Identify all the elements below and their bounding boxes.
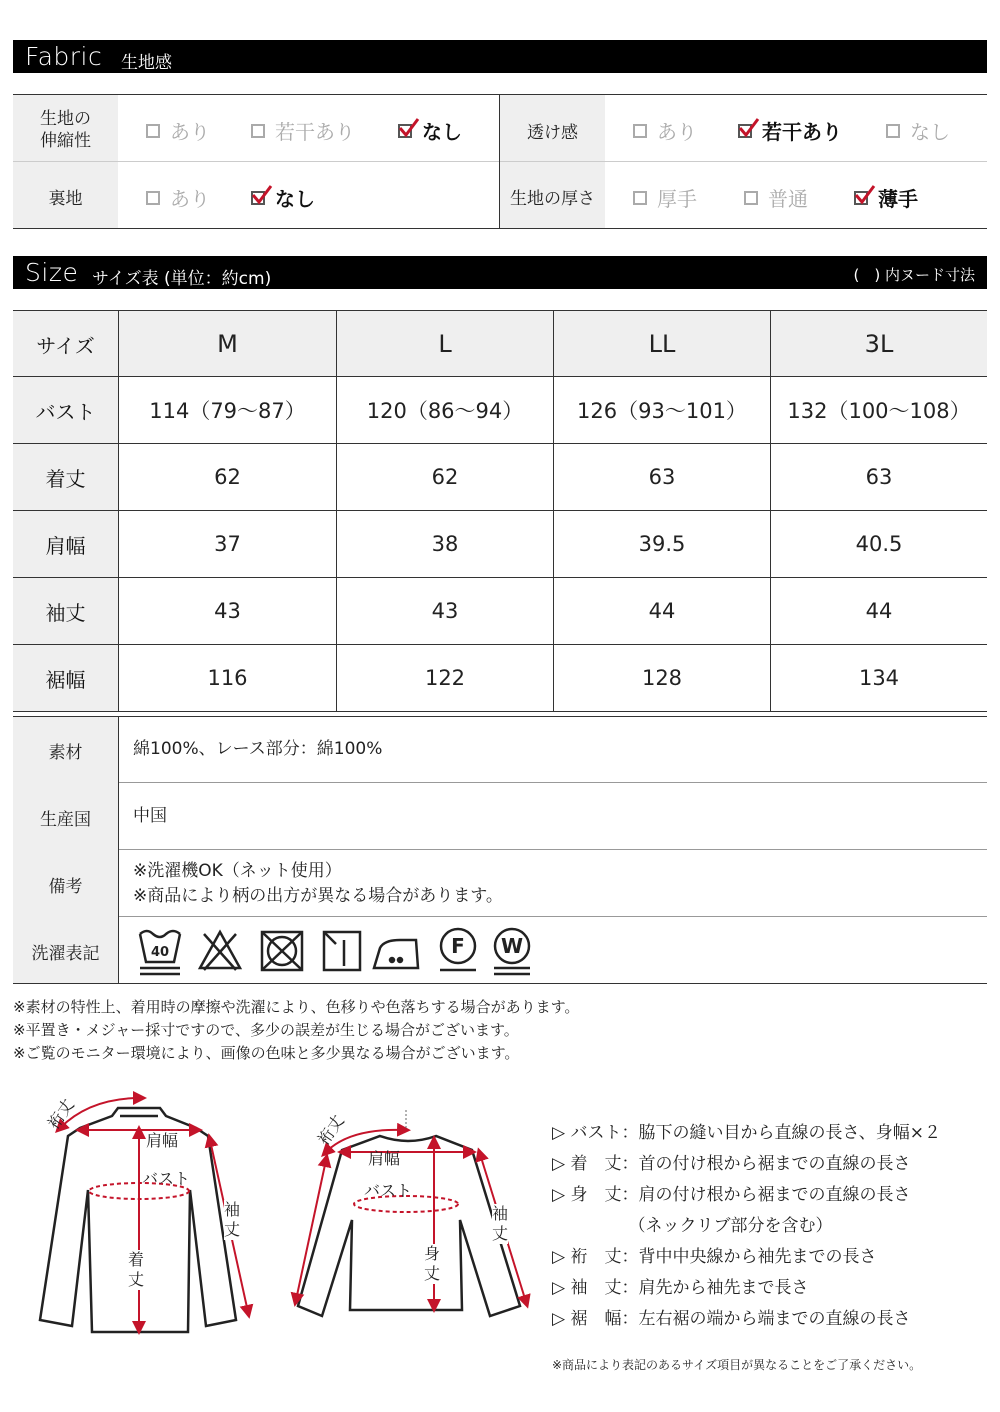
svg-text:F: F bbox=[451, 934, 465, 958]
size-header-cell: L bbox=[438, 330, 452, 358]
size-row-label: 裾幅 bbox=[45, 667, 86, 692]
note-1: ※素材の特性上、着用時の摩擦や洗濯により、色移りや色落ちする場合があります。 bbox=[13, 998, 580, 1016]
size-title-en: Size bbox=[25, 258, 79, 287]
thickness-option-atsude: 厚手 bbox=[633, 183, 697, 212]
size-row-label: 袖丈 bbox=[45, 600, 86, 625]
wetclean-w-icon bbox=[494, 929, 530, 974]
remarks-line-1: ※洗濯機OK（ネット使用） bbox=[133, 861, 342, 881]
legend-mitake-note: （ネックリブ部分を含む） bbox=[552, 1216, 833, 1236]
size-table-cell: 40.5 bbox=[855, 532, 903, 556]
size-table-cell: 63 bbox=[865, 465, 893, 489]
thickness-option-usude: 薄手 bbox=[854, 183, 918, 212]
origin-label: 生産国 bbox=[40, 810, 91, 830]
size-header-cell: M bbox=[217, 330, 238, 358]
l-kitake-label: 着 丈 bbox=[128, 1250, 145, 1289]
fabric-header-bar bbox=[13, 40, 987, 73]
size-table-cell: 44 bbox=[865, 599, 893, 623]
fabric-title-en: Fabric bbox=[25, 42, 103, 71]
legend-susohaba: ▷ 裾 幅：左右裾の端から端までの直線の長さ bbox=[552, 1309, 911, 1329]
r-left-sleeve-arrow bbox=[296, 1160, 326, 1300]
iron-medium-icon bbox=[374, 940, 418, 968]
size-table-cell: 62 bbox=[214, 465, 241, 489]
legend-mitake: ▷ 身 丈：肩の付け根から裾までの直線の長さ bbox=[552, 1185, 911, 1205]
svg-text:W: W bbox=[500, 934, 524, 958]
size-table-cell: 128 bbox=[641, 666, 683, 690]
remarks-label: 備考 bbox=[48, 877, 83, 897]
thickness-option-futsuu: 普通 bbox=[744, 183, 808, 212]
stretch-label: 生地の 伸縮性 bbox=[40, 109, 91, 151]
size-table-cell: 120（86～94） bbox=[366, 399, 524, 423]
check-icon bbox=[251, 184, 273, 206]
size-table-cell: 37 bbox=[214, 532, 241, 556]
size-header-cell: 3L bbox=[864, 330, 894, 358]
lining-option-nashi: なし bbox=[251, 183, 315, 212]
r-mitake-label: 身 丈 bbox=[424, 1244, 441, 1283]
origin-value: 中国 bbox=[133, 806, 167, 826]
stretch-option-ari: あり bbox=[146, 116, 210, 145]
fabric-title-jp: 生地感 bbox=[121, 53, 172, 73]
size-row-label: 着丈 bbox=[45, 466, 86, 491]
sheer-option-jakkan: 若干あり bbox=[738, 116, 842, 145]
size-table-cell: 132（100～108） bbox=[787, 399, 971, 423]
legend-yuki: ▷ 裄 丈：背中中央線から袖先までの長さ bbox=[552, 1247, 877, 1267]
size-table-cell: 126（93～101） bbox=[577, 399, 747, 423]
footnote: ※商品により表記のあるサイズ項目が異なることをご了承ください。 bbox=[552, 1358, 922, 1372]
svg-text:40: 40 bbox=[150, 945, 170, 960]
size-table-cell: 116 bbox=[207, 666, 248, 690]
wash-40-icon bbox=[140, 931, 180, 974]
size-row-label: 肩幅 bbox=[45, 533, 86, 558]
garment-diagram bbox=[0, 1080, 540, 1350]
material-value: 綿100%、レース部分：綿100% bbox=[133, 739, 383, 759]
l-sodetake-label: 袖 丈 bbox=[224, 1200, 241, 1239]
r-sodetake-label: 袖 丈 bbox=[492, 1204, 509, 1243]
sweater-outline bbox=[298, 1136, 520, 1316]
care-label: 洗濯表記 bbox=[31, 944, 100, 964]
no-bleach-icon bbox=[200, 932, 240, 970]
size-table-cell: 39.5 bbox=[638, 532, 686, 556]
lining-label: 裏地 bbox=[48, 189, 83, 209]
size-table-cell: 63 bbox=[648, 465, 676, 489]
size-table-cell: 122 bbox=[424, 666, 466, 690]
check-icon bbox=[738, 117, 760, 139]
note-3: ※ご覧のモニター環境により、画像の色味と多少異なる場合がございます。 bbox=[13, 1044, 520, 1062]
legend-sodetake: ▷ 袖 丈：肩先から袖先まで長さ bbox=[552, 1278, 809, 1298]
check-icon bbox=[398, 117, 420, 139]
size-table-cell: 134 bbox=[858, 666, 900, 690]
size-header-cell: サイズ bbox=[36, 333, 95, 358]
remarks-line-2: ※商品により柄の出方が異なる場合があります。 bbox=[133, 886, 503, 906]
dryclean-f-icon bbox=[440, 929, 476, 970]
stretch-option-jakkan: 若干あり bbox=[251, 116, 355, 145]
r-katahaba-label: 肩幅 bbox=[368, 1149, 401, 1168]
size-table-cell: 62 bbox=[431, 465, 459, 489]
note-2: ※平置き・メジャー採寸ですので、多少の誤差が生じる場合がございます。 bbox=[13, 1021, 519, 1039]
size-table-cell: 43 bbox=[431, 599, 459, 623]
stretch-option-nashi: なし bbox=[398, 116, 462, 145]
r-bust-label: バスト bbox=[364, 1181, 413, 1200]
size-table-cell: 38 bbox=[431, 532, 459, 556]
thickness-label: 生地の厚さ bbox=[510, 189, 595, 209]
check-icon bbox=[854, 184, 876, 206]
size-table-cell: 43 bbox=[214, 599, 241, 623]
sheer-option-ari: あり bbox=[633, 116, 697, 145]
legend-kitake: ▷ 着 丈：首の付け根から裾までの直線の長さ bbox=[552, 1154, 911, 1174]
lining-option-ari: あり bbox=[146, 183, 210, 212]
line-dry-shade-icon bbox=[324, 932, 360, 970]
l-katahaba-label: 肩幅 bbox=[146, 1131, 179, 1150]
material-label: 素材 bbox=[48, 743, 83, 763]
size-header-cell: LL bbox=[648, 330, 676, 358]
l-yuki-label: 裄丈 bbox=[43, 1095, 78, 1133]
no-tumble-dry-icon bbox=[262, 932, 302, 970]
size-row-label: バスト bbox=[35, 399, 96, 424]
size-table-cell: 114（79～87） bbox=[149, 399, 306, 423]
size-title-jp: サイズ表 (単位：約cm) bbox=[92, 269, 272, 289]
size-table-cell: 44 bbox=[648, 599, 676, 623]
sheerness-label: 透け感 bbox=[527, 123, 578, 143]
size-nude-note: ( ) 内ヌード寸法 bbox=[853, 266, 975, 284]
size-header-bar bbox=[13, 256, 987, 289]
care-icons-row bbox=[136, 926, 536, 978]
sheer-option-nashi: なし bbox=[886, 116, 950, 145]
l-bust-label: バスト bbox=[142, 1169, 191, 1188]
legend-bust: ▷ バスト：脇下の縫い目から直線の長さ、身幅×２ bbox=[552, 1123, 942, 1143]
r-yuki-label: 裄丈 bbox=[313, 1111, 348, 1149]
